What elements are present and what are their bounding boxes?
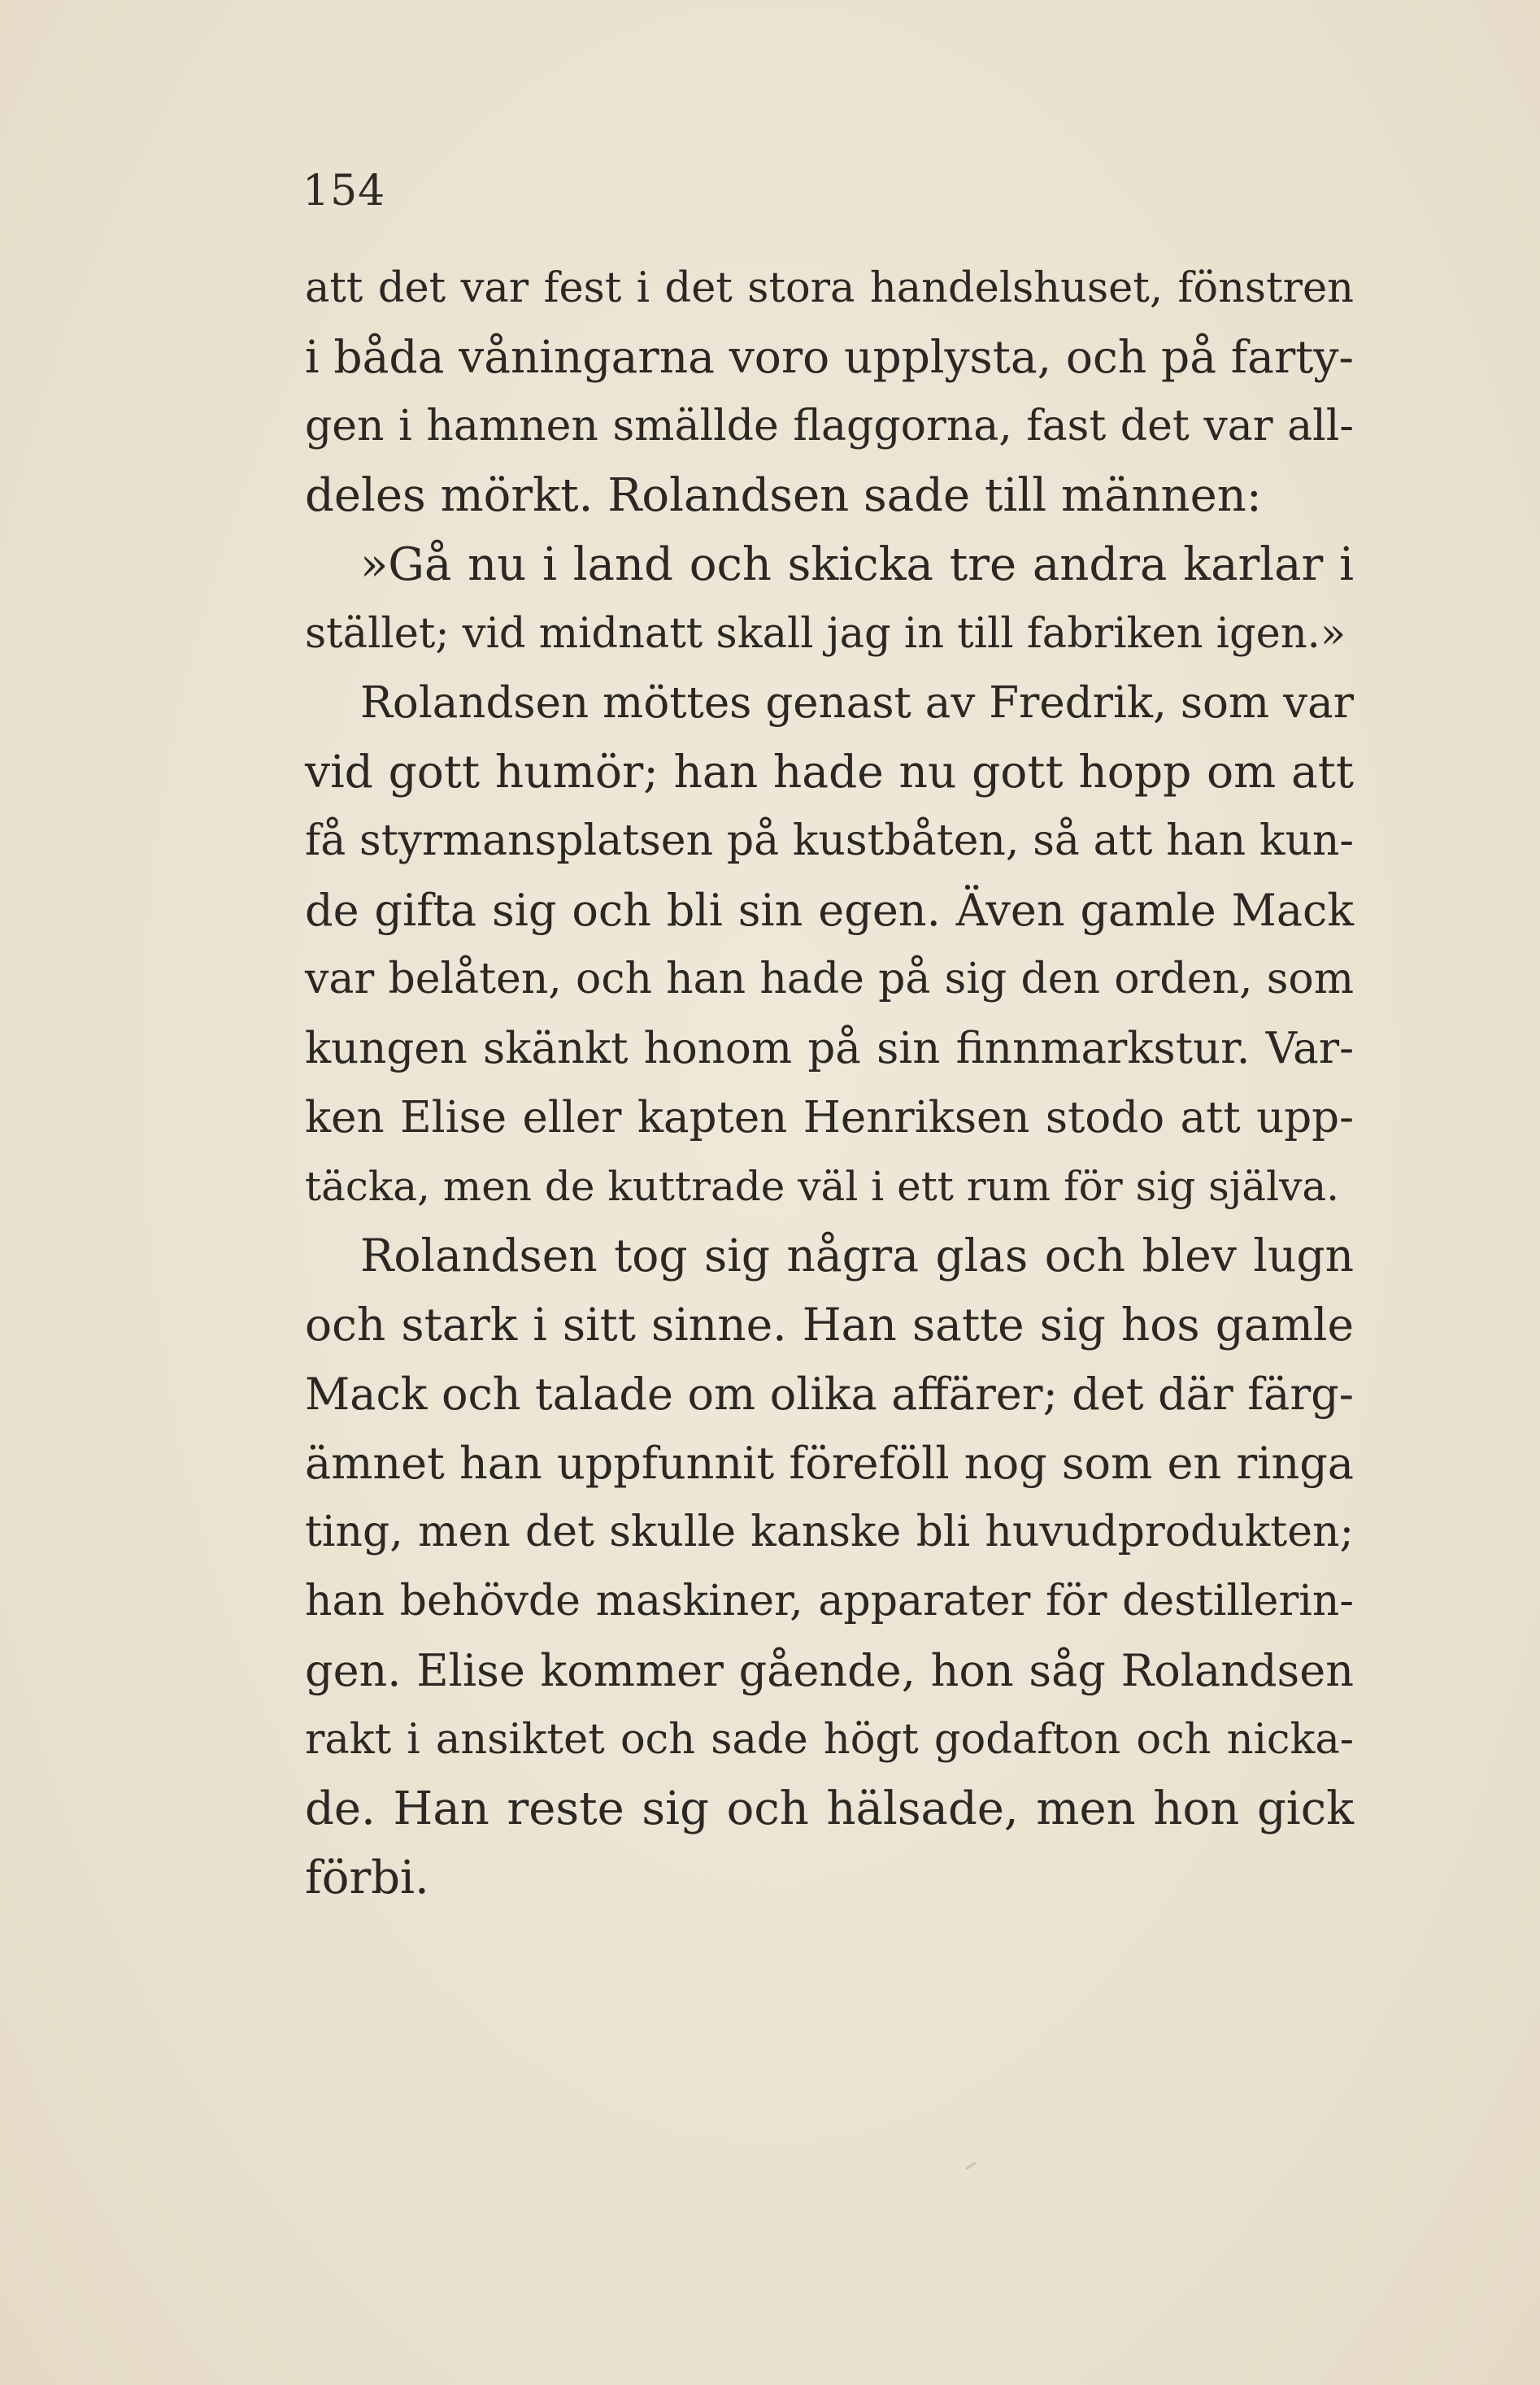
text-line: kungen skänkt honom på sin finnmarkstur. Var- [305,1024,1354,1073]
text-line: gen. Elise kommer gående, hon såg Rolandsen [305,1645,1354,1696]
text-line: han behövde maskiner, apparater för destillerin- [305,1577,1354,1626]
text-line: de. Han reste sig och hälsade, men hon gick [305,1782,1354,1835]
text-line: gen i hamnen smällde flaggorna, fast det var all- [305,402,1354,450]
text-line: var belåten, och han hade på sig den orden, som [305,955,1354,1003]
text-line: täcka, men de kuttrade väl i ett rum för sig själva. [305,1163,1340,1210]
text-line: vid gott humör; han hade nu gott hopp om att [305,746,1354,798]
text-line: deles mörkt. Rolandsen sade till männen: [305,469,1262,522]
page-number: 154 [302,167,386,215]
text-line: och stark i sitt sinne. Han satte sig hos gamle [305,1299,1354,1351]
text-line: ting, men det skulle kanske bli huvudprodukten; [305,1508,1354,1556]
paper-speck [965,2161,976,2170]
text-line: få styrmansplatsen på kustbåten, så att han kun- [305,816,1354,865]
body-text [305,254,1354,1913]
text-line: ken Elise eller kapten Henriksen stodo att upp- [305,1093,1354,1142]
text-line: Rolandsen tog sig några glas och blev lugn [360,1229,1354,1282]
text-line: förbi. [305,1852,429,1904]
text-line: att det var fest i det stora handelshuset, fönstren [305,264,1354,312]
text-line: ämnet han uppfunnit föreföll nog som en ringa [305,1438,1354,1489]
text-line: »Gå nu i land och skicka tre andra karlar i [360,538,1354,591]
text-line: stället; vid midnatt skall jag in till fabriken igen.» [305,610,1346,658]
text-line: Rolandsen möttes genast av Fredrik, som var [360,678,1354,728]
text-line: i båda våningarna voro upplysta, och på farty- [305,331,1354,383]
text-line: de gifta sig och bli sin egen. Även gamle Mack [305,885,1354,936]
text-line: Mack och talade om olika affärer; det där färg- [305,1369,1354,1420]
text-line: rakt i ansiktet och sade högt godafton och nicka- [305,1716,1354,1764]
